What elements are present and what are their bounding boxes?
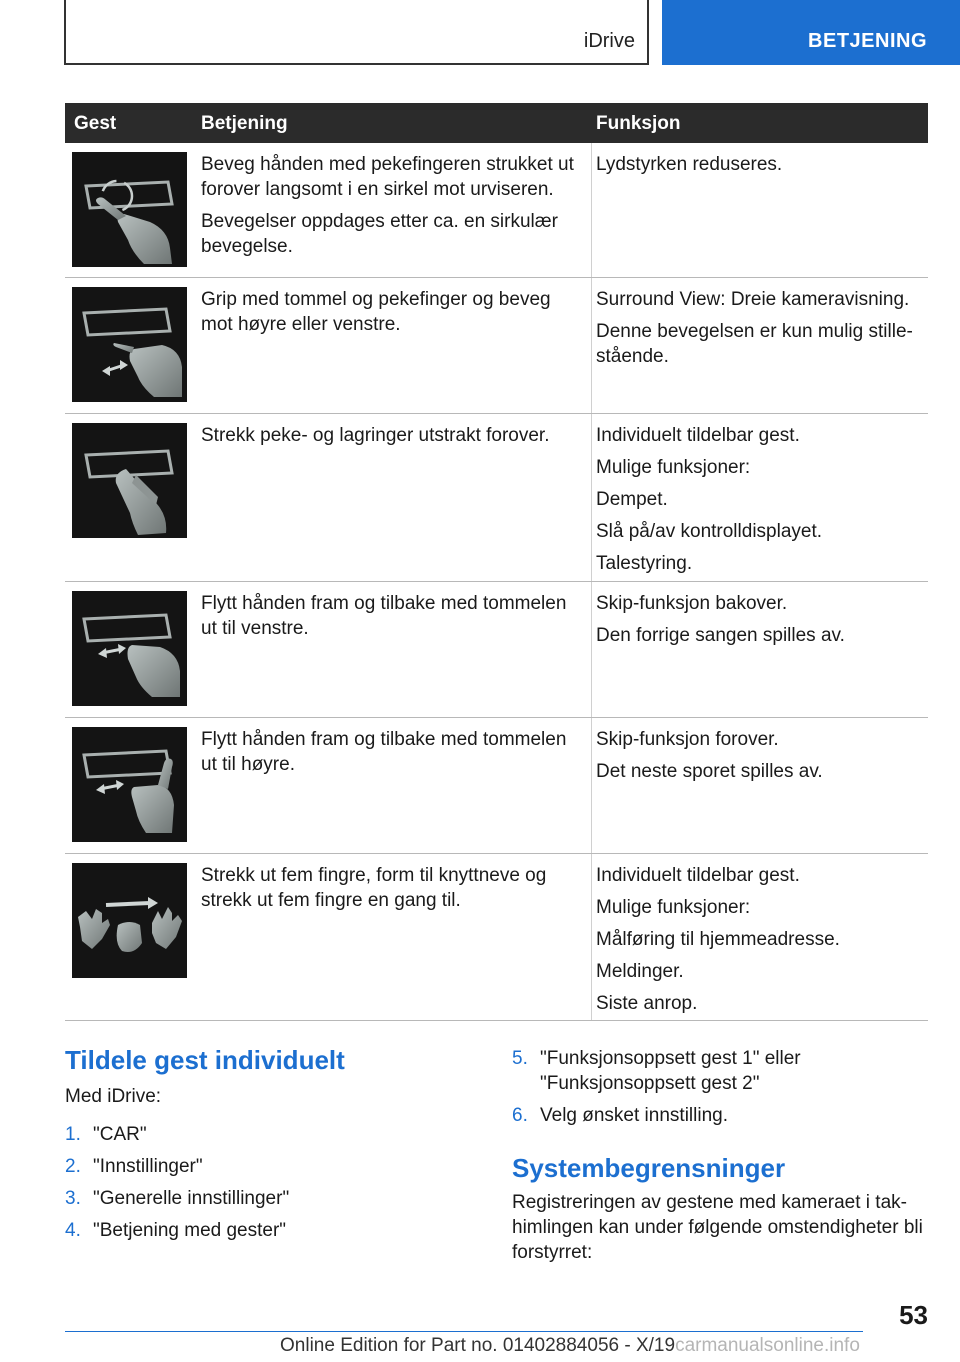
- list-item: 6. Velg ønsket innstilling.: [512, 1105, 728, 1126]
- list-item: 1. "CAR": [65, 1124, 147, 1145]
- column-header-funksjon: Funksjon: [596, 113, 681, 134]
- table-row: [65, 854, 928, 1021]
- funksjon-cell: Skip-funksjon forover. Det neste sporet spilles av.: [596, 729, 823, 782]
- footer-edition: Online Edition for Part no. 01402884056 - X/19carmanualsonline.info: [280, 1335, 860, 1356]
- table-row: [65, 143, 928, 278]
- section-intro: Med iDrive:: [65, 1086, 162, 1107]
- steps-list-left: [65, 1122, 465, 1250]
- footer-divider: [65, 1331, 863, 1332]
- swipe-thumb-left-gesture-icon: [72, 591, 187, 706]
- betjening-cell: Strekk ut fem fingre, form til knyttneve og strekk ut fem fingre en gang til.: [201, 865, 547, 911]
- section-body-text: Registreringen av gestene med kameraet i tak-himlingen kan under følgende omstendigheter bli forstyrret:: [512, 1192, 923, 1263]
- list-item: 4. "Betjening med gester": [65, 1220, 287, 1241]
- funksjon-cell: Surround View: Dreie kameravisning. Denne bevegelsen er kun mulig stille-stående.: [596, 289, 913, 367]
- funksjon-cell: Lydstyrken reduseres.: [596, 154, 783, 175]
- funksjon-cell: Individuelt tildelbar gest. Mulige funksjoner: Dempet. Slå på/av kontrolldisplayet. Talestyring.: [596, 425, 823, 574]
- steps-list-right: [512, 1046, 812, 1135]
- page-number: 53: [899, 1300, 928, 1330]
- circle-counterclockwise-gesture-icon: [72, 152, 187, 267]
- column-header-betjening: Betjening: [201, 113, 288, 134]
- funksjon-cell: Individuelt tildelbar gest. Mulige funksjoner: Målføring til hjemmeadresse. Meldinger. Siste anrop.: [596, 865, 840, 1014]
- betjening-cell: Flytt hånden fram og tilbake med tommelen ut til venstre.: [201, 593, 567, 639]
- open-fist-open-gesture-icon: [72, 863, 187, 978]
- table-header: [65, 103, 928, 143]
- section-title-tildele-gest: Tildele gest individuelt: [65, 1045, 345, 1075]
- table-row: [65, 718, 928, 854]
- header-section-box: [64, 0, 649, 65]
- header-section-title: iDrive: [583, 30, 635, 52]
- betjening-cell: Grip med tommel og pekefinger og beveg mot høyre eller venstre.: [201, 289, 551, 335]
- betjening-cell: Beveg hånden med pekefingeren strukket ut forover langsomt i en sirkel mot urviseren. Bevegelser oppdages etter ca. en sirkulær bevegelse.: [201, 154, 574, 257]
- betjening-cell: Strekk peke- og lagringer utstrakt forover.: [201, 425, 550, 446]
- swipe-thumb-right-gesture-icon: [72, 727, 187, 842]
- pinch-rotate-gesture-icon: [72, 287, 187, 402]
- table-row: [65, 414, 928, 582]
- gesture-table: [65, 103, 928, 1021]
- watermark: carmanualsonline.info: [675, 1335, 860, 1356]
- table-row: [65, 278, 928, 414]
- funksjon-cell: Skip-funksjon bakover. Den forrige sangen spilles av.: [596, 593, 845, 646]
- two-finger-point-gesture-icon: [72, 423, 187, 538]
- section-title-systembegrensninger: Systembegrensninger: [512, 1153, 786, 1183]
- list-item: 2. "Innstillinger": [65, 1156, 203, 1177]
- table-row: [65, 582, 928, 718]
- list-item: 5. "Funksjonsoppsett gest 1" eller "Funksjonsoppsett gest 2": [512, 1048, 801, 1094]
- header-chapter-title: BETJENING: [808, 30, 927, 52]
- column-header-gest: Gest: [74, 113, 117, 134]
- betjening-cell: Flytt hånden fram og tilbake med tommelen ut til høyre.: [201, 729, 567, 775]
- header-chapter-box: [662, 0, 960, 65]
- list-item: 3. "Generelle innstillinger": [65, 1188, 290, 1209]
